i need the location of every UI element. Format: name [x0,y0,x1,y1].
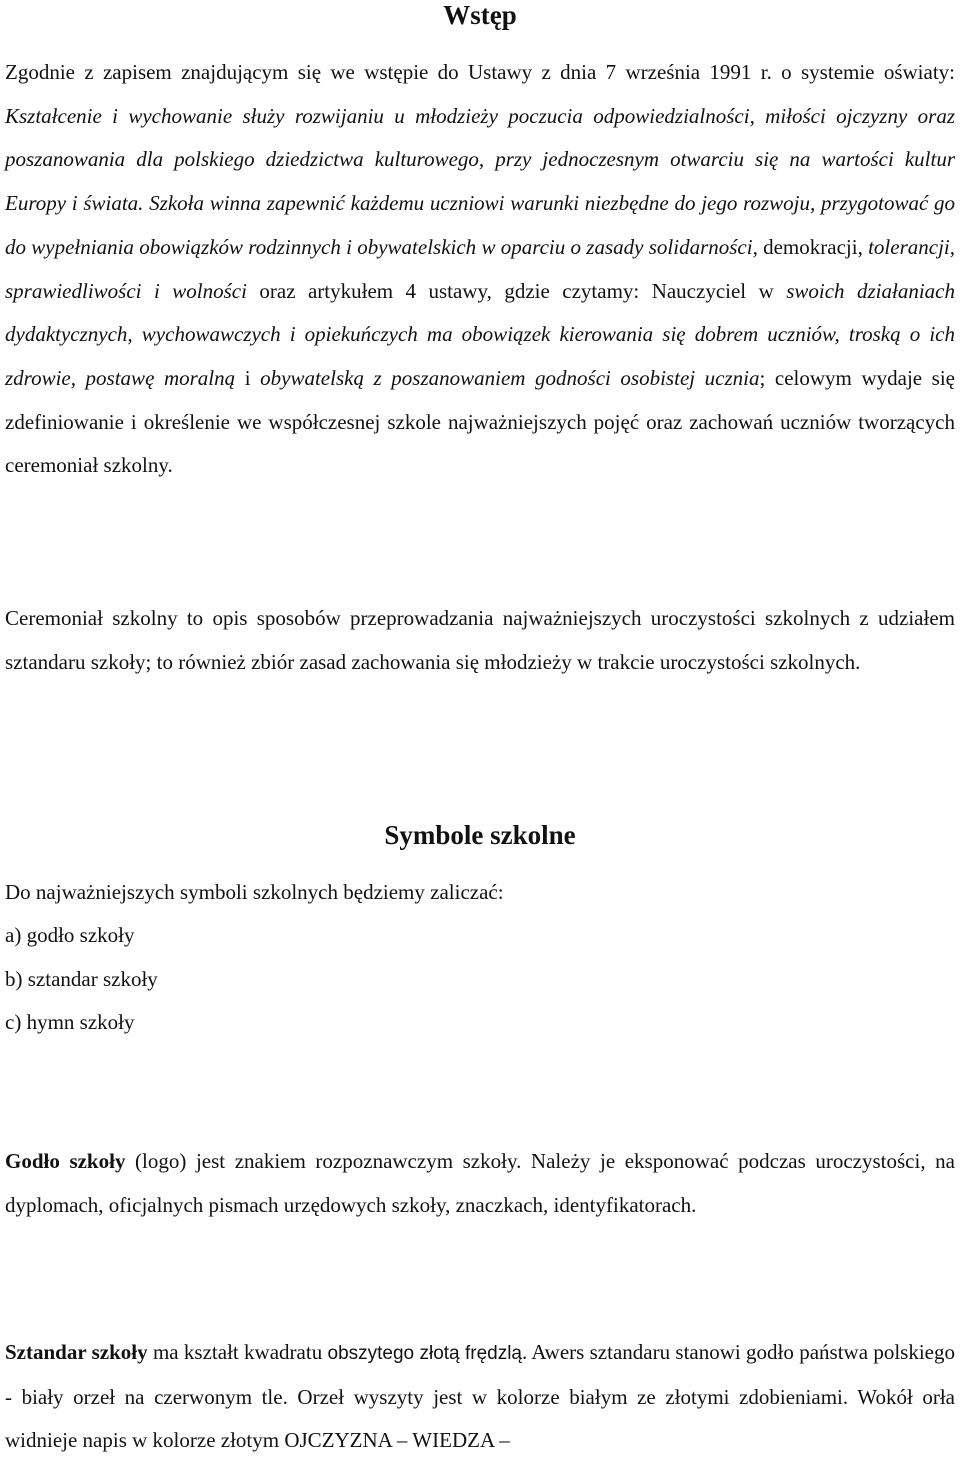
statute-quote-3: swoich działaniach dydaktycznych, wychowawczych i opiekuńczych ma obowiązek kierowania się dobrem uczniów, troską o ich zdrowie, postawę moralną [5,278,955,390]
intro-text-c: oraz artykułem 4 ustawy, gdzie czytamy: Nauczyciel w [246,278,787,303]
statute-quote-1: Kształcenie i wychowanie służy rozwijaniu u młodzieży poczucia odpowiedzialności, miłości ojczyzny oraz poszanowania dla polskiego dziedzictwa kulturowego, przy jednoczesnym otwarciu się na wartości kultur Europy i świata. Szkoła winna zapewnić każdemu uczniowi warunki niezbędne do jego rozwoju, przygotować go do wypełniania obowiązków rodzinnych i obywatelskich w oparciu o zasady solidarności, [5,103,955,259]
list-item: c) hymn szkoły [5,1010,135,1034]
list-item: b) sztandar szkoły [5,966,158,991]
section-title-intro: Wstęp [443,0,517,30]
sztandar-text-a: ma kształt kwadratu [147,1340,328,1364]
list-item: a) godło szkoły [5,923,135,947]
statute-quote-4: obywatelską z poszanowaniem godności osobistej ucznia [260,365,760,390]
intro-text-d: i [235,365,261,390]
godlo-paragraph [5,1140,955,1227]
intro-text-a: Zgodnie z zapisem znajdującym się we wstępie do Ustawy z dnia 7 września 1991 r. o systemie oświaty: [5,60,955,84]
section-title-symbols: Symbole szkolne [384,820,576,850]
sztandar-term: Sztandar szkoły [5,1340,148,1364]
symbols-list [5,914,955,1045]
sztandar-fringe-text: obszytego złotą frędzlą [327,1343,522,1364]
sztandar-paragraph [5,1331,955,1463]
intro-text-b: demokracji, [757,234,869,259]
godlo-text: (logo) jest znakiem rozpoznawczym szkoły. Należy je eksponować podczas uroczystości, na dyplomach, oficjalnych pismach urzędowych szkoły, znaczkach, identyfikatorach. [5,1149,955,1217]
statute-quote-2: tolerancji, sprawiedliwości i wolności [5,234,955,303]
godlo-term: Godło szkoły [5,1149,126,1173]
intro-paragraph [5,51,955,488]
ceremonial-paragraph: Ceremoniał szkolny to opis sposobów przeprowadzania najważniejszych uroczystości szkolnych z udziałem sztandaru szkoły; to również zbiór zasad zachowania się młodzieży w trakcie uroczystości szkolnych. [5,606,955,674]
intro-text-e: ; celowym wydaje się zdefiniowanie i określenie we współczesnej szkole najważniejszych pojęć oraz zachowań uczniów tworzących ceremoniał szkolny. [5,365,956,478]
sztandar-text-b: . Awers sztandaru stanowi godło państwa polskiego - biały orzeł na czerwonym tle. Orzeł wyszyty jest w kolorze białym ze złotymi zdobieniami. Wokół orła widnieje napis w kolorze złotym OJCZYZNA – WIEDZA – [5,1340,955,1453]
symbols-lead: Do najważniejszych symboli szkolnych będziemy zaliczać: [5,880,504,904]
